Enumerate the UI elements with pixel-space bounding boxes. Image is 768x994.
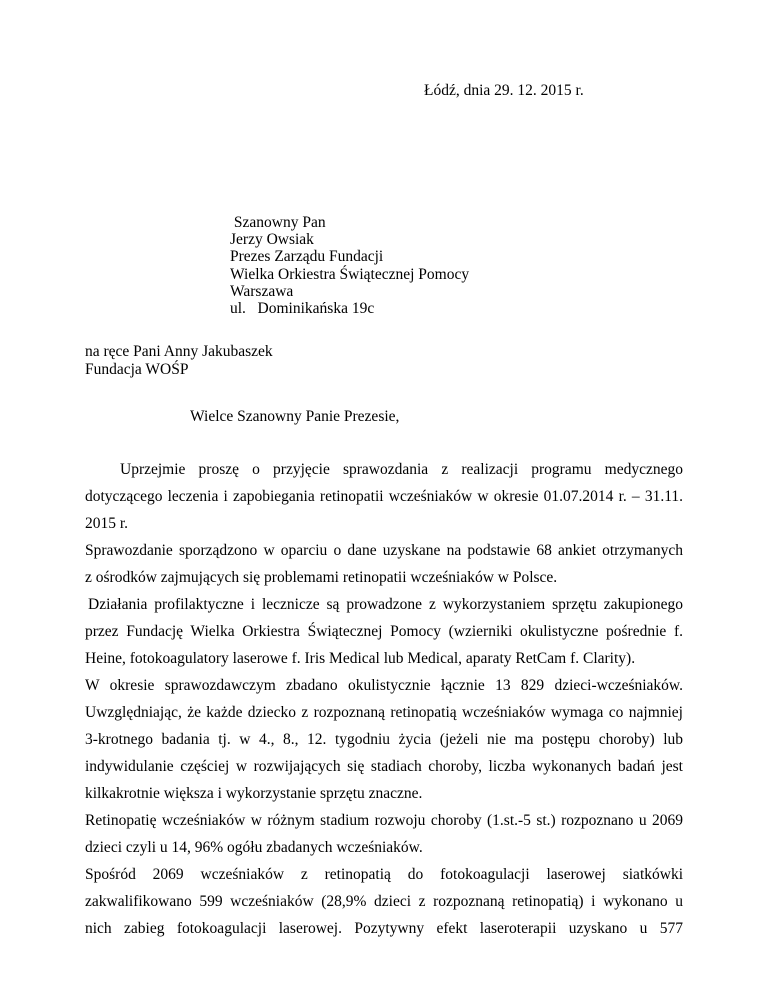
body-line: dotyczącego leczenia i zapobiegania retinopatii wcześniaków w okresie 01.07.2014 r. – 31.11.: [85, 488, 683, 505]
body-line: W okresie sprawozdawczym zbadano okulistycznie łącznie 13 829 dzieci-wcześniaków.: [85, 677, 683, 694]
recipient-line: ul. Dominikańska 19c: [230, 300, 375, 318]
salutation: Wielce Szanowny Panie Prezesie,: [190, 408, 400, 425]
body-line: 3-krotnego badania tj. w 4., 8., 12. tygodniu życia (jeżeli nie ma postępu choroby) lub: [85, 731, 683, 748]
body-line: kilkakrotnie większa i wykorzystanie sprzętu znaczne.: [85, 785, 423, 802]
recipient-line: Wielka Orkiestra Świątecznej Pomocy: [230, 265, 470, 283]
attention-line: na ręce Pani Anny Jakubaszek: [85, 343, 273, 360]
body-line: Retinopatię wcześniaków w różnym stadium rozwoju choroby (1.st.-5 st.) rozpoznano u 2069: [85, 812, 683, 829]
body-line: nich zabieg fotokoagulacji laserowej. Pozytywny efekt laseroterapii uzyskano u 577: [85, 920, 683, 937]
body-line: Uwzględniając, że każde dziecko z rozpoznaną retinopatią wcześniaków wymaga co najmniej: [85, 704, 683, 721]
body-line: przez Fundację Wielka Orkiestra Świątecznej Pomocy (wzierniki okulistyczne pośrednie f.: [85, 623, 683, 640]
body-line: Spośród 2069 wcześniaków z retinopatią do fotokoagulacji laserowej siatkówki: [85, 866, 683, 883]
body-line: dzieci czyli u 14, 96% ogółu zbadanych wcześniaków.: [85, 839, 423, 856]
body-line: Działania profilaktyczne i lecznicze są prowadzone z wykorzystaniem sprzętu zakupionego: [88, 596, 683, 613]
body-line: Sprawozdanie sporządzono w oparciu o dane uzyskane na podstawie 68 ankiet otrzymanych: [85, 542, 683, 559]
body-line: indywidulanie częściej w rozwijających się stadiach choroby, liczba wykonanych badań jest: [85, 758, 683, 775]
body-line: Uprzejmie proszę o przyjęcie sprawozdania z realizacji programu medycznego: [120, 461, 683, 478]
recipient-line: Prezes Zarządu Fundacji: [230, 248, 384, 266]
recipient-line: Warszawa: [230, 282, 294, 300]
place-date: Łódź, dnia 29. 12. 2015 r.: [424, 82, 584, 99]
recipient-line: Jerzy Owsiak: [230, 231, 314, 249]
attention-line: Fundacja WOŚP: [85, 360, 189, 378]
recipient-address: [230, 214, 469, 317]
recipient-line: Szanowny Pan: [230, 214, 326, 231]
attention-block: [85, 343, 273, 378]
body-line: 2015 r.: [85, 515, 129, 532]
body-line: Heine, fotokoagulatory laserowe f. Iris Medical lub Medical, aparaty RetCam f. Clarity).: [85, 650, 636, 667]
body-line: z ośrodków zajmujących się problemami retinopatii wcześniaków w Polsce.: [85, 569, 558, 586]
body-line: zakwalifikowano 599 wcześniaków (28,9% dzieci z rozpoznaną retinopatią) i wykonano u: [85, 893, 683, 910]
